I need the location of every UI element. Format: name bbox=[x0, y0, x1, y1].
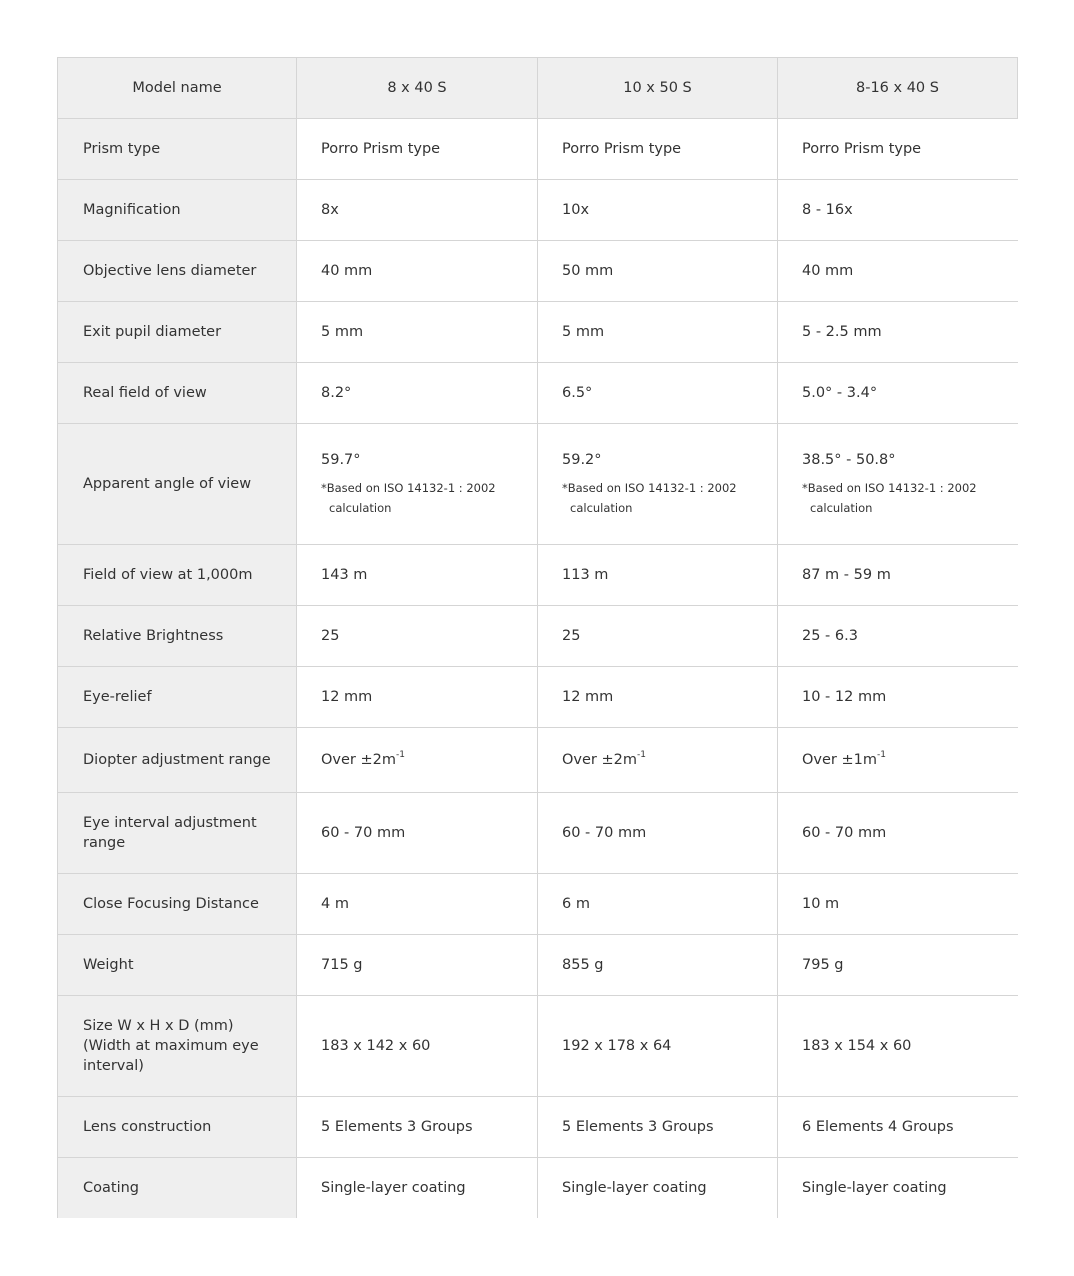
model-header: 8-16 x 40 S bbox=[778, 58, 1018, 119]
table-row bbox=[58, 119, 1018, 180]
table-cell: 6 m bbox=[538, 874, 778, 935]
table-row bbox=[58, 874, 1018, 935]
row-label: Real field of view bbox=[58, 363, 297, 424]
table-cell: 795 g bbox=[778, 935, 1018, 996]
table-cell: 6.5° bbox=[538, 363, 778, 424]
row-label: Exit pupil diameter bbox=[58, 302, 297, 363]
row-label: Coating bbox=[58, 1158, 297, 1219]
row-label: Apparent angle of view bbox=[58, 424, 297, 545]
table-cell: 4 m bbox=[297, 874, 538, 935]
cell-value: 59.7° bbox=[321, 452, 361, 468]
table-cell: 8.2° bbox=[297, 363, 538, 424]
table-cell: 192 x 178 x 64 bbox=[538, 996, 778, 1097]
table-cell bbox=[538, 424, 778, 545]
table-cell: 143 m bbox=[297, 545, 538, 606]
table-cell: 40 mm bbox=[297, 241, 538, 302]
table-row bbox=[58, 180, 1018, 241]
table-cell bbox=[538, 728, 778, 793]
table-cell: 5 mm bbox=[538, 302, 778, 363]
table-cell: 113 m bbox=[538, 545, 778, 606]
row-label: Field of view at 1,000m bbox=[58, 545, 297, 606]
cell-value: 38.5° - 50.8° bbox=[802, 452, 896, 468]
table-cell bbox=[297, 424, 538, 545]
table-row bbox=[58, 935, 1018, 996]
row-label: Eye interval adjustment range bbox=[58, 793, 297, 874]
table-cell: Single-layer coating bbox=[297, 1158, 538, 1219]
table-row bbox=[58, 1158, 1018, 1219]
table-cell bbox=[778, 424, 1018, 545]
cell-value: Over ±2m bbox=[321, 752, 396, 768]
row-label: Relative Brightness bbox=[58, 606, 297, 667]
row-label: Prism type bbox=[58, 119, 297, 180]
table-row bbox=[58, 996, 1018, 1097]
row-label-line: (Width at maximum eye interval) bbox=[83, 1038, 259, 1074]
table-cell: 25 - 6.3 bbox=[778, 606, 1018, 667]
superscript: -1 bbox=[396, 750, 405, 761]
iso-note: *Based on ISO 14132-1 : 2002 calculation bbox=[321, 481, 496, 515]
table-cell: 5.0° - 3.4° bbox=[778, 363, 1018, 424]
table-cell: 25 bbox=[297, 606, 538, 667]
table-row bbox=[58, 728, 1018, 793]
table-row bbox=[58, 302, 1018, 363]
cell-value: Over ±2m bbox=[562, 752, 637, 768]
iso-note: *Based on ISO 14132-1 : 2002 calculation bbox=[802, 481, 977, 515]
table-cell: 183 x 142 x 60 bbox=[297, 996, 538, 1097]
table-cell: 25 bbox=[538, 606, 778, 667]
table-row bbox=[58, 424, 1018, 545]
table-row bbox=[58, 545, 1018, 606]
table-row bbox=[58, 363, 1018, 424]
row-label: Magnification bbox=[58, 180, 297, 241]
table-cell: 60 - 70 mm bbox=[297, 793, 538, 874]
row-label: Weight bbox=[58, 935, 297, 996]
table-row bbox=[58, 606, 1018, 667]
row-label: Close Focusing Distance bbox=[58, 874, 297, 935]
row-label: Objective lens diameter bbox=[58, 241, 297, 302]
table-cell: 50 mm bbox=[538, 241, 778, 302]
cell-value: 59.2° bbox=[562, 452, 602, 468]
model-name-header: Model name bbox=[58, 58, 297, 119]
table-cell: 12 mm bbox=[297, 667, 538, 728]
table-cell: 10x bbox=[538, 180, 778, 241]
table-cell: 87 m - 59 m bbox=[778, 545, 1018, 606]
table-cell: Single-layer coating bbox=[778, 1158, 1018, 1219]
superscript: -1 bbox=[637, 750, 646, 761]
table-cell: 6 Elements 4 Groups bbox=[778, 1097, 1018, 1158]
row-label-line: Size W x H x D (mm) bbox=[83, 1018, 234, 1034]
table-header-row bbox=[58, 58, 1018, 119]
row-label: Lens construction bbox=[58, 1097, 297, 1158]
table-cell: 60 - 70 mm bbox=[538, 793, 778, 874]
table-cell: 183 x 154 x 60 bbox=[778, 996, 1018, 1097]
table-cell: 715 g bbox=[297, 935, 538, 996]
table-cell: 12 mm bbox=[538, 667, 778, 728]
table-cell: 5 mm bbox=[297, 302, 538, 363]
table-row bbox=[58, 667, 1018, 728]
cell-value: Over ±1m bbox=[802, 752, 877, 768]
table-cell bbox=[297, 728, 538, 793]
table-cell: 8x bbox=[297, 180, 538, 241]
table-cell: Porro Prism type bbox=[538, 119, 778, 180]
table-cell: Porro Prism type bbox=[297, 119, 538, 180]
row-label bbox=[58, 996, 297, 1097]
table-row bbox=[58, 1097, 1018, 1158]
table-cell: 5 Elements 3 Groups bbox=[297, 1097, 538, 1158]
model-header: 8 x 40 S bbox=[297, 58, 538, 119]
row-label: Diopter adjustment range bbox=[58, 728, 297, 793]
iso-note: *Based on ISO 14132-1 : 2002 calculation bbox=[562, 481, 737, 515]
model-header: 10 x 50 S bbox=[538, 58, 778, 119]
table-cell: 60 - 70 mm bbox=[778, 793, 1018, 874]
table-cell: 5 - 2.5 mm bbox=[778, 302, 1018, 363]
table-row bbox=[58, 793, 1018, 874]
row-label: Eye-relief bbox=[58, 667, 297, 728]
table-cell: Porro Prism type bbox=[778, 119, 1018, 180]
table-row bbox=[58, 241, 1018, 302]
table-cell: 40 mm bbox=[778, 241, 1018, 302]
table-cell: 855 g bbox=[538, 935, 778, 996]
table-cell: 10 m bbox=[778, 874, 1018, 935]
superscript: -1 bbox=[877, 750, 886, 761]
table-cell: 5 Elements 3 Groups bbox=[538, 1097, 778, 1158]
spec-table bbox=[57, 57, 1018, 1218]
table-cell: 8 - 16x bbox=[778, 180, 1018, 241]
table-cell: 10 - 12 mm bbox=[778, 667, 1018, 728]
table-cell bbox=[778, 728, 1018, 793]
table-cell: Single-layer coating bbox=[538, 1158, 778, 1219]
